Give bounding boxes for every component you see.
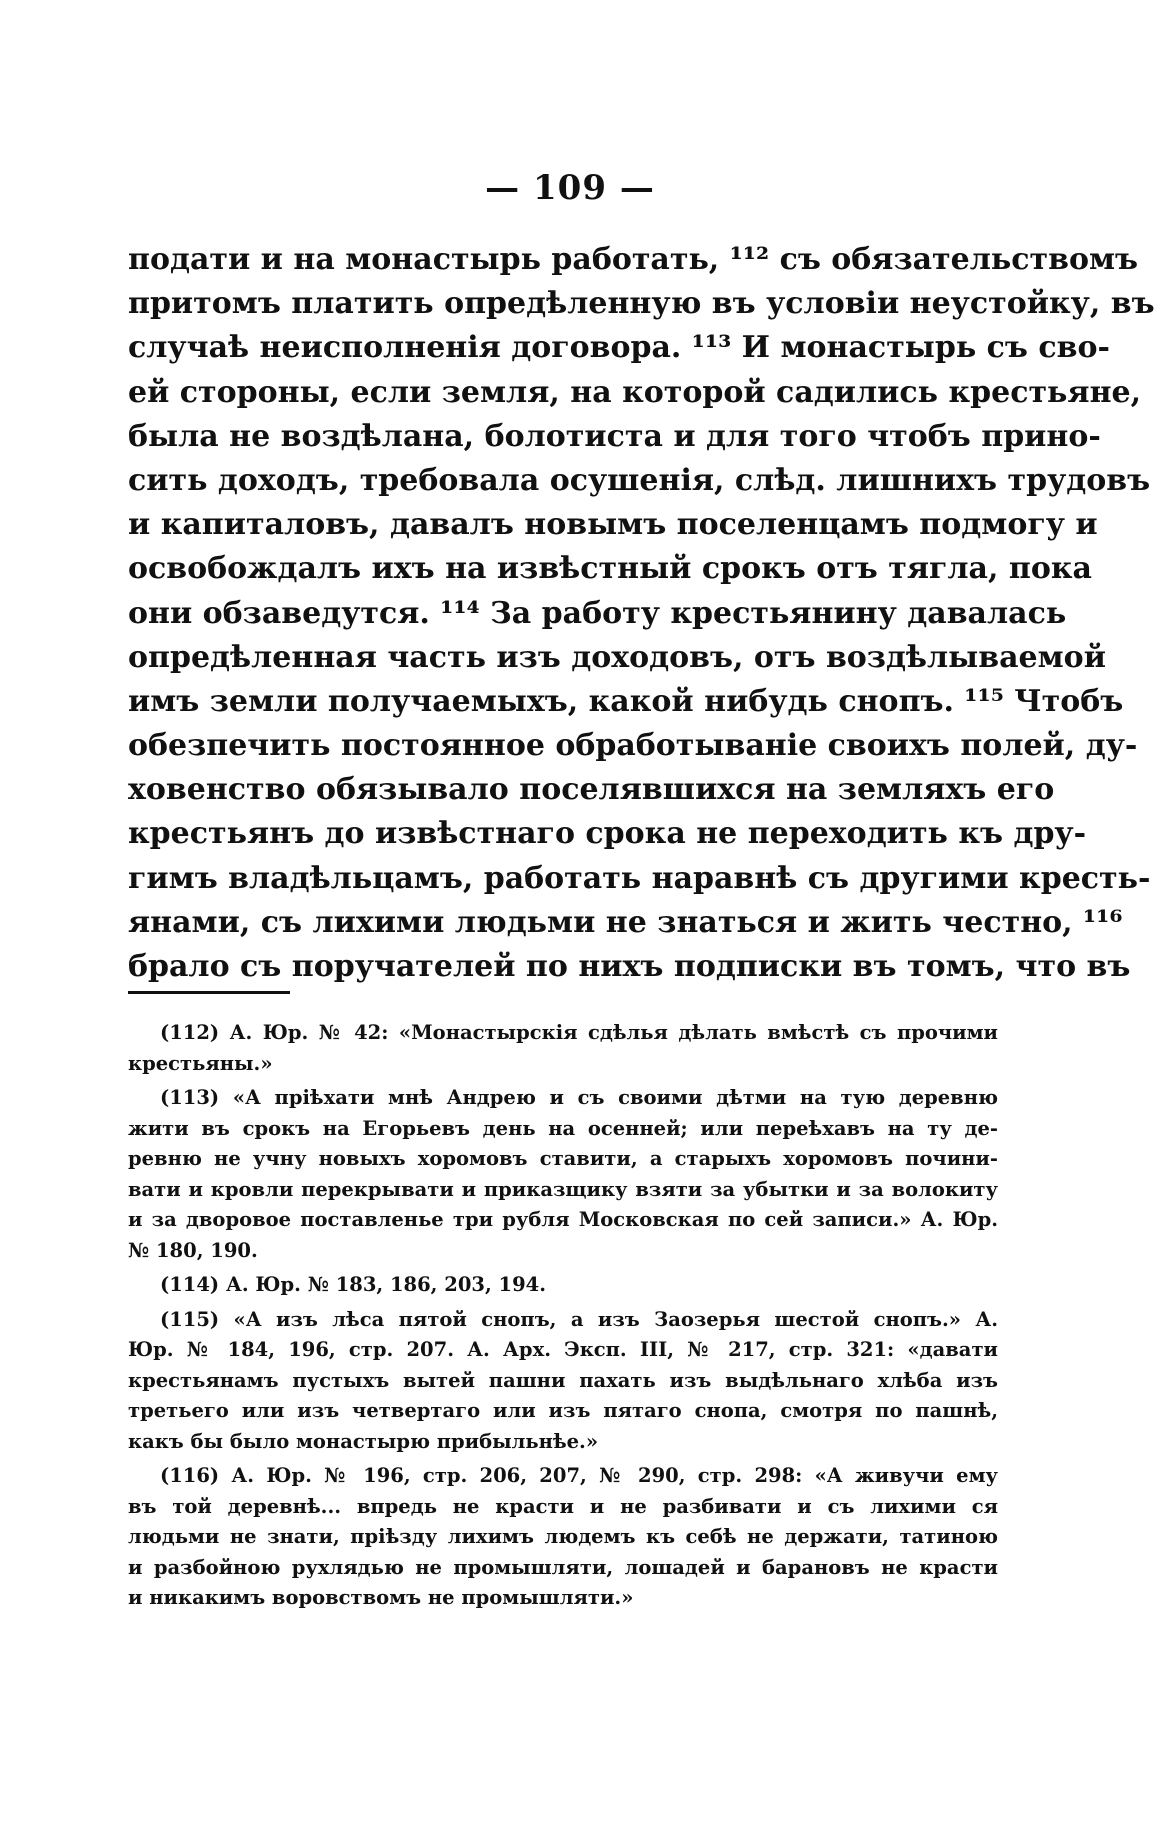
footnote-line: (112) А. Юр. № 42: «Монастырскія сдѣлья дѣлать вмѣстѣ съ прочими [160,1021,998,1044]
footnote-line: и разбойною рухлядью не промышляти, лошадей и барановъ не красти [128,1555,998,1579]
main-text [128,238,1155,989]
main-text-line: ховенство обязывало поселявшихся на земляхъ его [128,772,1055,808]
footnote-line: (116) А. Юр. № 196, стр. 206, 207, № 290, стр. 298: «А живучи ему [160,1464,998,1487]
main-text-line: сить доходъ, требовала осушенія, слѣд. лишнихъ трудовъ [128,462,1151,498]
main-text-line: янами, съ лихими людьми не знаться и жить честно, ¹¹⁶ [128,904,1123,940]
footnote-line: и никакимъ воровствомъ не промышляти.» [128,1586,634,1609]
main-text-line: они обзаведутся. ¹¹⁴ За работу крестьянину давалась [128,595,1067,631]
footnote-line: людьми не знати, пріѣзду лихимъ людемъ къ себѣ не держати, татиною [128,1525,998,1548]
footnote-line: Юр. № 184, 196, стр. 207. А. Арх. Эксп. III, № 217, стр. 321: «давати [128,1338,998,1361]
main-text-line: гимъ владѣльцамъ, работать наравнѣ съ другими кресть- [128,860,1151,896]
main-text-line: освобождалъ ихъ на извѣстный срокъ отъ тягла, пока [128,551,1092,587]
footnote-divider [128,991,290,994]
footnote-line: № 180, 190. [128,1238,258,1262]
main-text-line: подати и на монастырь работать, ¹¹² съ обязательствомъ [128,242,1139,277]
main-text-line: крестьянъ до извѣстнаго срока не переходить къ дру- [128,816,1087,852]
footnote-line: въ той деревнѣ... впредь не красти и не разбивати и съ лихими ся [128,1494,998,1518]
footnote-line: крестьяны.» [128,1051,273,1075]
page-number: — 109 — [485,168,655,208]
main-text-line: опредѣленная часть изъ доходовъ, отъ воздѣлываемой [128,639,1106,675]
footnote-line: и за дворовое поставленье три рубля Московская по сей записи.» А. Юр. [128,1208,998,1231]
main-text-line: притомъ платить опредѣленную въ условіи неустойку, въ [128,286,1155,322]
main-text-line: брало съ поручателей по нихъ подписки въ томъ, что въ [128,949,1131,984]
footnote-line: (115) «А изъ лѣса пятой снопъ, а изъ Заозерья шестой снопъ.» А. [160,1307,998,1331]
footnote-line: ревню не учну новыхъ хоромовъ ставити, а старыхъ хоромовъ почини- [128,1147,998,1170]
main-text-line: ей стороны, если земля, на которой садились крестьяне, [128,374,1142,410]
footnote-line: (114) А. Юр. № 183, 186, 203, 194. [160,1273,547,1296]
main-text-line: обезпечить постоянное обработываніе своихъ полей, ду- [128,728,1138,764]
main-text-line: была не воздѣлана, болотиста и для того чтобъ прино- [128,418,1101,454]
footnote-line: какъ бы было монастырю прибыльнѣе.» [128,1429,599,1453]
footnote-line: третьего или изъ четвертаго или изъ пятаго снопа, смотря по пашнѣ, [128,1399,998,1422]
footnote-line: жити въ срокъ на Егорьевъ день на осенней; или переѣхавъ на ту де- [128,1116,998,1140]
main-text-line: случаѣ неисполненія договора. ¹¹³ И монастырь съ сво- [128,330,1110,366]
footnote-line: (113) «А пріѣхати мнѣ Андрею и съ своими дѣтми на тую деревню [160,1086,998,1109]
main-text-line: имъ земли получаемыхъ, какой нибудь снопъ. ¹¹⁵ Чтобъ [128,683,1124,719]
main-text-line: и капиталовъ, давалъ новымъ поселенцамъ подмогу и [128,507,1098,543]
footnote-line: крестьянамъ пустыхъ вытей пашни пахать изъ выдѣльнаго хлѣба изъ [128,1368,998,1392]
footnotes [128,1018,998,1614]
footnote-line: вати и кровли перекрывати и приказщику взяти за убытки и за волокиту [128,1177,998,1201]
